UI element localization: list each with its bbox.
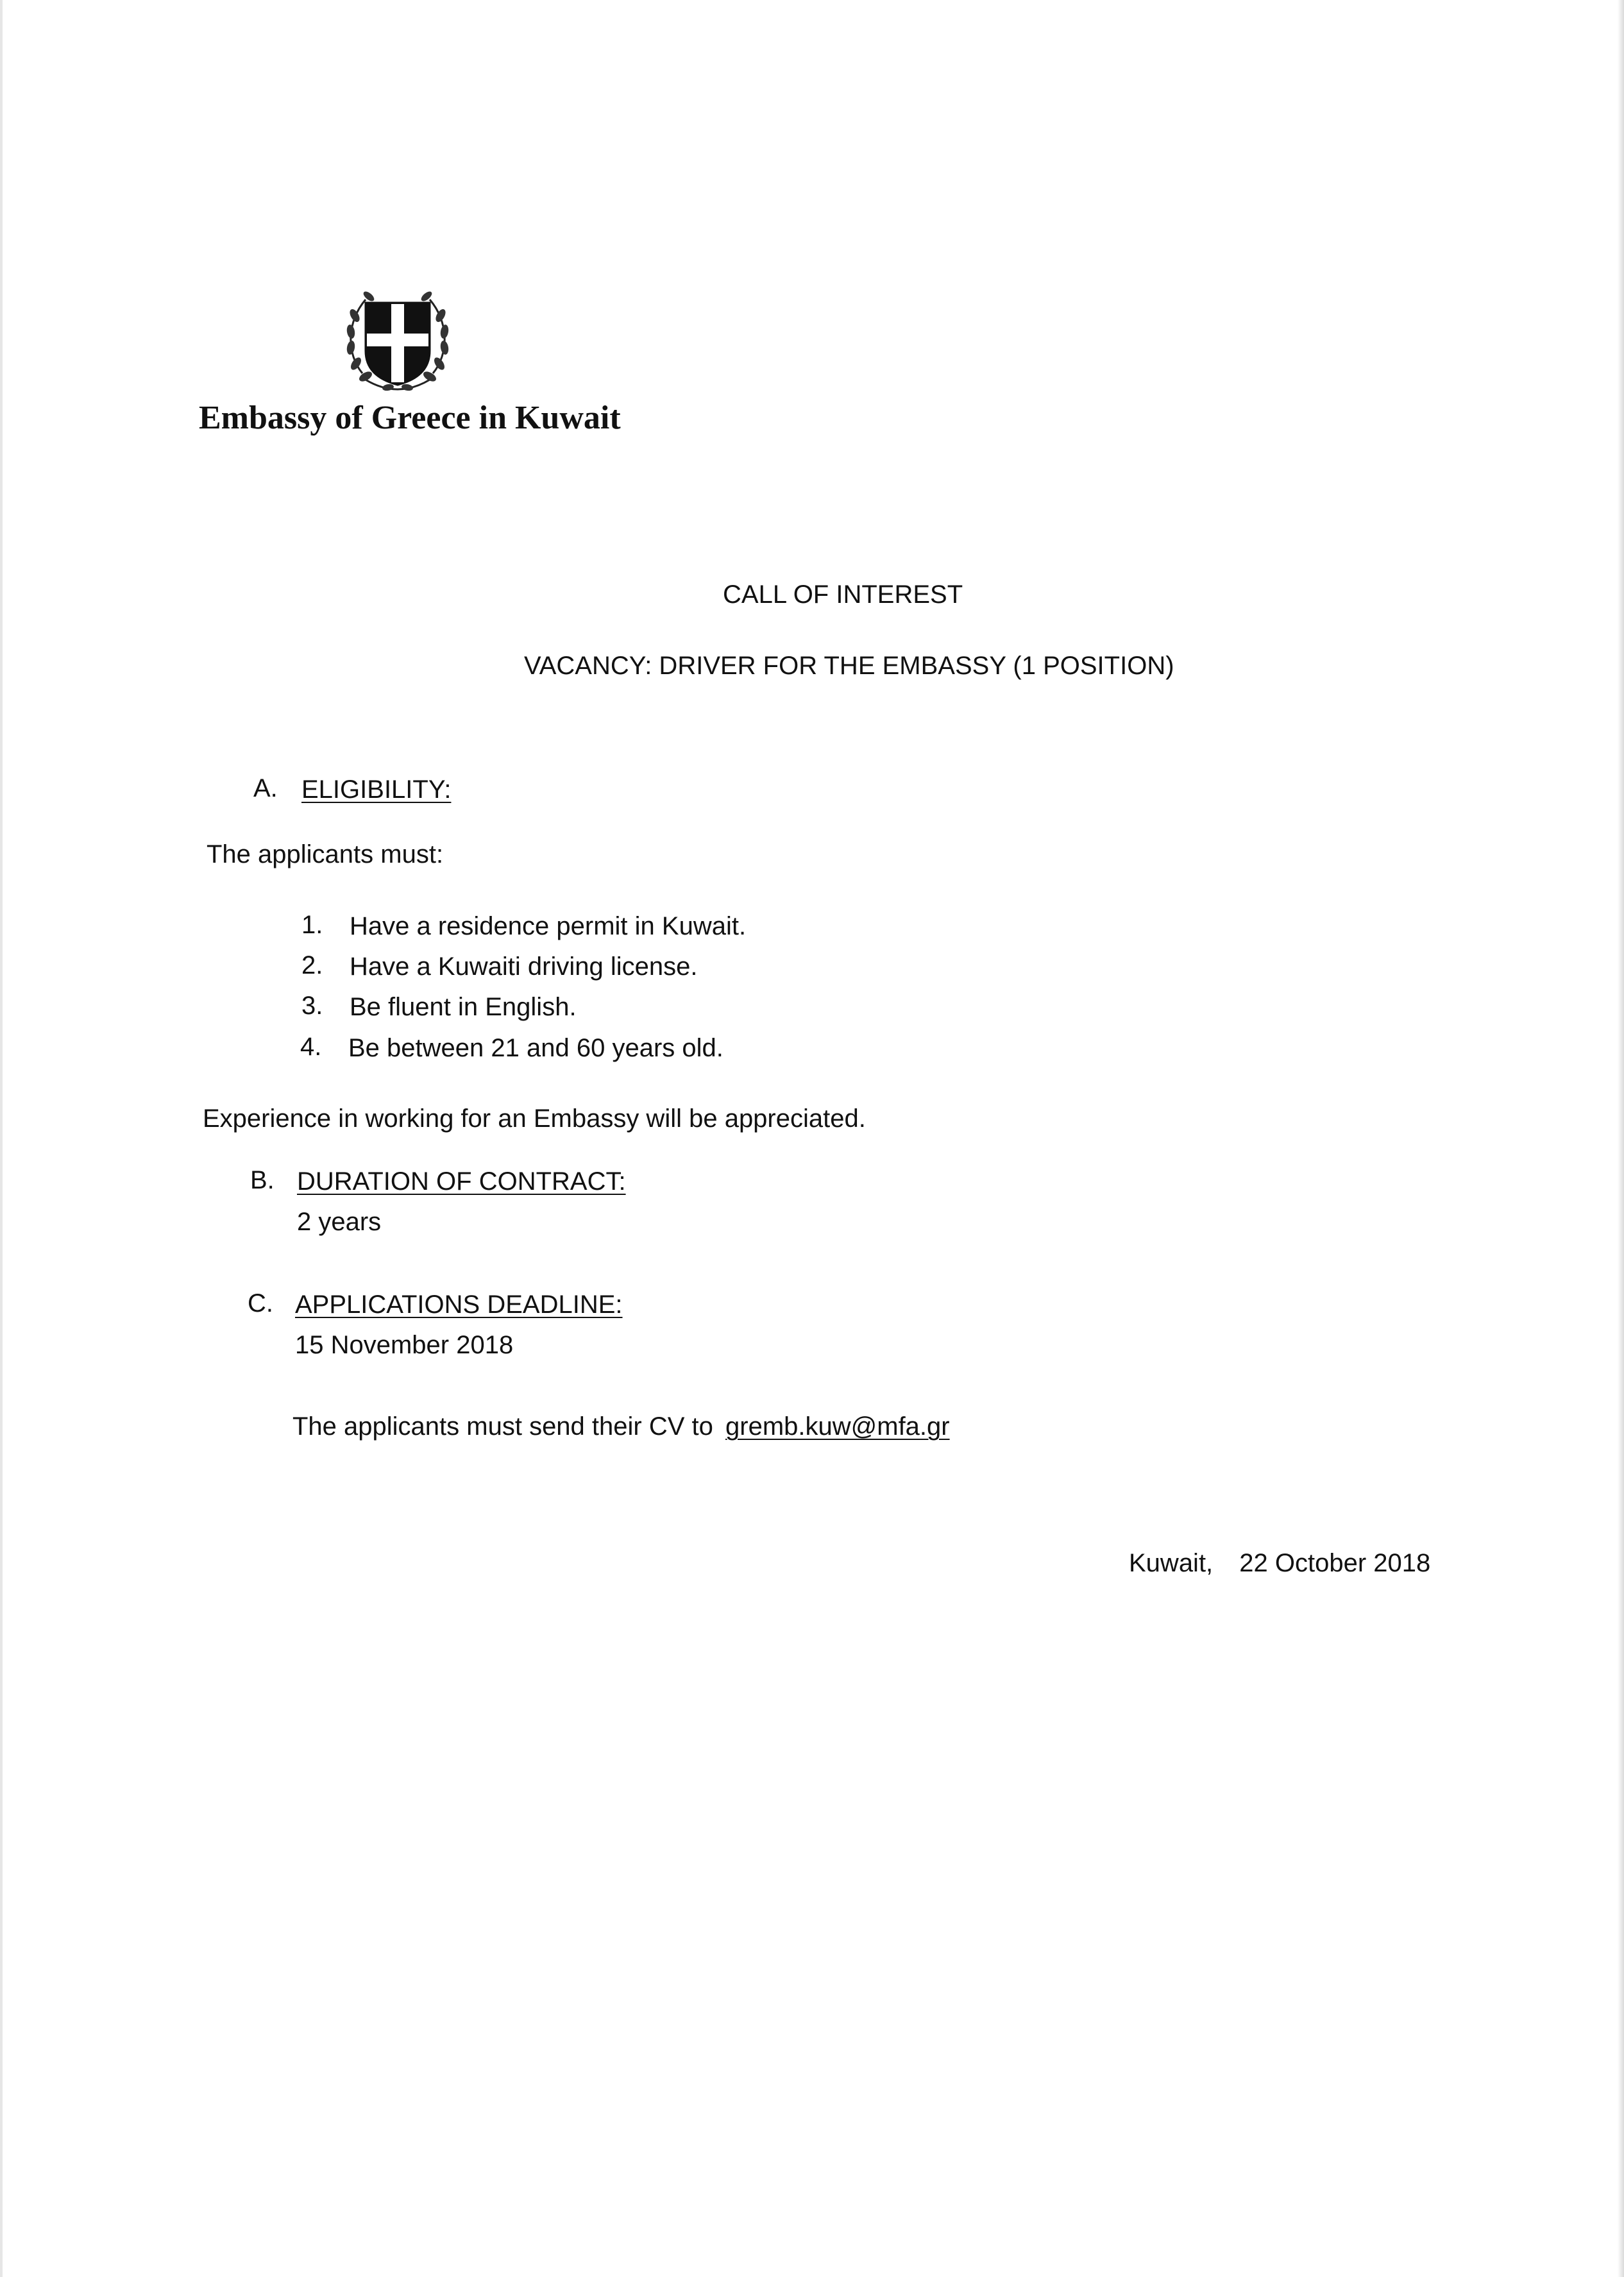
section-b-letter: B. [250,1166,275,1194]
deadline-date: 15 November 2018 [295,1331,514,1359]
list-item: Have a residence permit in Kuwait. [350,912,747,940]
section-a-letter: A. [253,774,278,802]
experience-note: Experience in working for an Embassy will be appreciated. [203,1105,866,1133]
document-title: CALL OF INTEREST [723,580,963,609]
email-link[interactable]: gremb.kuw@mfa.gr [725,1412,950,1441]
signoff-date: 22 October 2018 [1239,1549,1431,1577]
signoff [1129,1549,1430,1578]
list-item-number: 3. [301,992,323,1020]
application-instruction [292,1412,950,1441]
list-item: Be fluent in English. [350,993,577,1021]
greek-coat-of-arms-icon [337,277,459,399]
list-item-number: 4. [300,1033,322,1061]
list-item: Be between 21 and 60 years old. [348,1034,723,1062]
scan-edge-left [0,0,3,2277]
list-item-number: 1. [301,911,323,939]
eligibility-intro: The applicants must: [207,840,444,868]
instruction-text: The applicants must send their CV to [292,1412,713,1441]
vacancy-title: VACANCY: DRIVER FOR THE EMBASSY (1 POSITION) [524,652,1174,680]
signoff-place: Kuwait, [1129,1549,1214,1577]
section-c-heading: APPLICATIONS DEADLINE: [295,1291,623,1319]
section-b-heading: DURATION OF CONTRACT: [297,1167,626,1196]
embassy-name: Embassy of Greece in Kuwait [199,400,621,436]
section-a-heading: ELIGIBILITY: [301,775,452,804]
contract-duration: 2 years [297,1208,382,1236]
list-item: Have a Kuwaiti driving license. [350,952,698,981]
section-c-letter: C. [248,1289,273,1317]
scan-edge-right [1618,0,1624,2277]
list-item-number: 2. [301,951,323,979]
